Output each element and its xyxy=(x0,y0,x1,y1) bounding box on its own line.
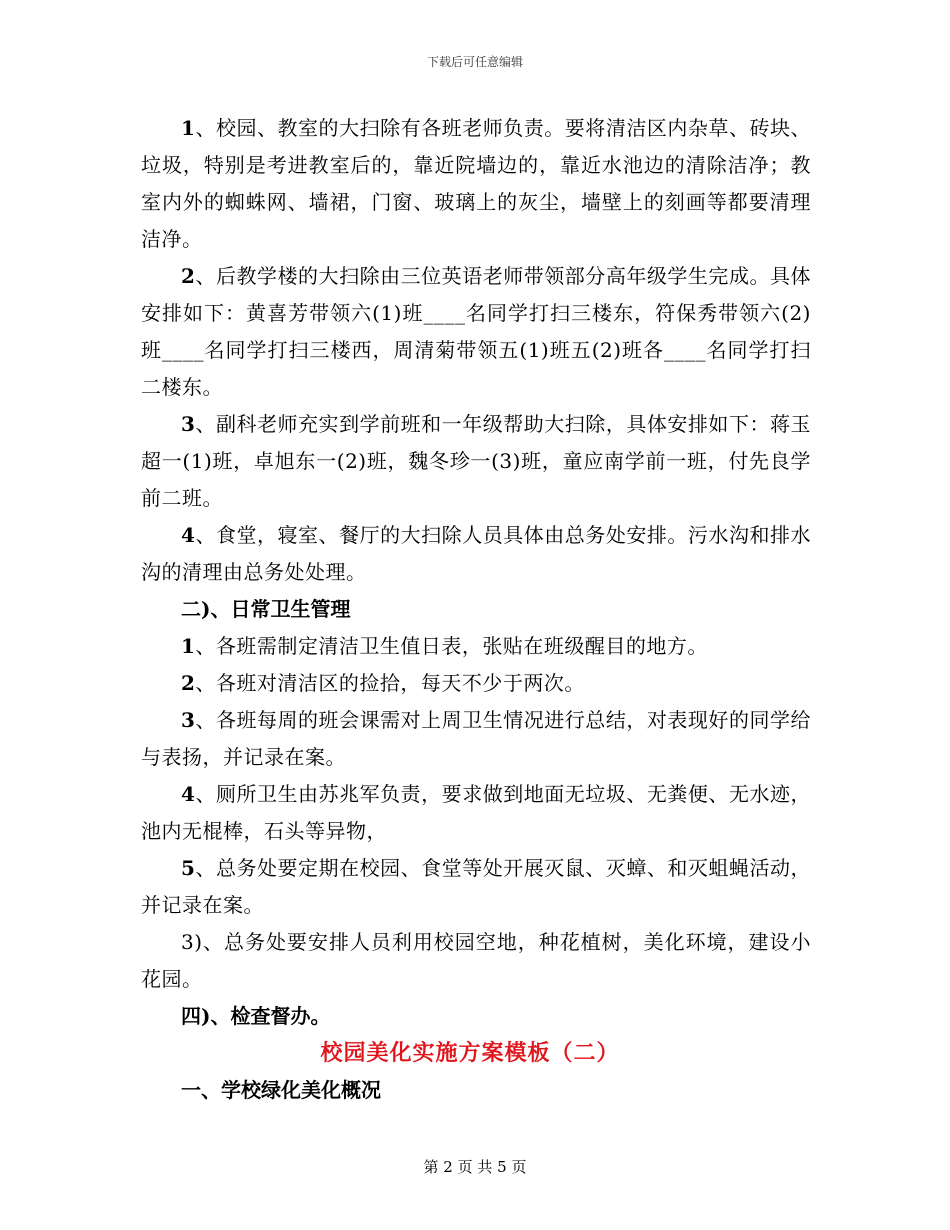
item-number: 2 xyxy=(181,671,196,695)
paragraph-text: 、后教学楼的大扫除由三位英语老师带领部分高年级学生完成。具体安排如下：黄喜芳带领六(1)班____名同学打扫三楼东，符保秀带领六(2)班____名同学打扫三楼西，周清菊带领五(1)班五(2)班各____名同学打扫二楼东。 xyxy=(141,264,811,399)
paragraph-number: 3 xyxy=(181,412,196,436)
item-number: 4 xyxy=(181,782,196,806)
paragraph-number: 1 xyxy=(181,116,196,140)
section-heading-daily-hygiene: 二)、日常卫生管理 xyxy=(181,597,351,621)
item-text: 、各班每周的班会课需对上周卫生情况进行总结，对表现好的同学给与表扬，并记录在案。 xyxy=(141,708,811,769)
paragraph-1 xyxy=(141,110,811,258)
hygiene-item-4 xyxy=(141,776,811,850)
item-text: 、各班需制定清洁卫生值日表，张贴在班级醒目的地方。 xyxy=(195,634,708,658)
hygiene-item-3 xyxy=(141,702,811,776)
page-footer: 第 2 页 共 5 页 xyxy=(423,1158,527,1176)
paragraph-text: 、校园、教室的大扫除有各班老师负责。要将清洁区内杂草、砖块、垃圾，特别是考进教室后的，靠近院墙边的，靠近水池边的清除洁净；教室内外的蜘蛛网、墙裙，门窗、玻璃上的灰尘，墙壁上的刻画等都要清理洁净。 xyxy=(141,116,811,251)
hygiene-item-1 xyxy=(141,628,811,665)
item-text: 、总务处要定期在校园、食堂等处开展灭鼠、灭蟑、和灭蛆蝇活动，并记录在案。 xyxy=(141,856,811,917)
page-header: 下载后可任意编辑 xyxy=(426,55,523,69)
paragraph-text: 、食堂，寝室、餐厅的大扫除人员具体由总务处安排。污水沟和排水沟的清理由总务处处理。 xyxy=(141,523,811,584)
hygiene-item-5 xyxy=(141,850,811,924)
document-title: 校园美化实施方案模板（二） xyxy=(320,1040,620,1066)
paragraph-4 xyxy=(141,517,811,591)
hygiene-item-2 xyxy=(141,665,811,702)
paragraph-3 xyxy=(141,406,811,517)
item-number: 3 xyxy=(181,708,196,732)
document-body xyxy=(141,110,811,1109)
section-3-paragraph: 3)、总务处要安排人员利用校园空地，种花植树，美化环境，建设小花园。 xyxy=(141,930,811,991)
item-number: 5 xyxy=(181,856,196,880)
paragraph-number: 4 xyxy=(181,523,196,547)
item-text: 、厕所卫生由苏兆军负责，要求做到地面无垃圾、无粪便、无水迹，池内无棍棒，石头等异物， xyxy=(141,782,811,843)
item-number: 1 xyxy=(181,634,196,658)
section-heading-inspection: 四)、检查督办。 xyxy=(181,1004,331,1028)
paragraph-2 xyxy=(141,258,811,406)
section-heading-greening-overview: 一、学校绿化美化概况 xyxy=(181,1078,381,1102)
paragraph-number: 2 xyxy=(181,264,196,288)
paragraph-text: 、副科老师充实到学前班和一年级帮助大扫除，具体安排如下：蒋玉超一(1)班，卓旭东一(2)班，魏冬珍一(3)班，童应南学前一班，付先良学前二班。 xyxy=(141,412,811,510)
item-text: 、各班对清洁区的捡拾，每天不少于两次。 xyxy=(195,671,585,695)
